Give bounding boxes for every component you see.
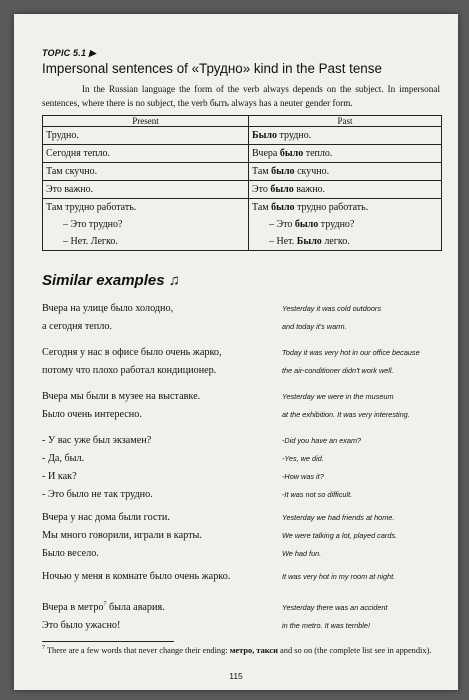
- example-russian: Вчера в метро$^7$ была авария. Это было ужасно!: [42, 601, 165, 631]
- present-cell: Это важно.: [43, 181, 249, 199]
- example-english: Yesterday we had friends at home. We were talking a lot, played cards. We had fun.: [282, 513, 398, 558]
- footnote: $^7$ There are a few words that never change their ending: метро, такси and so on (the complete list see in appendix).: [42, 645, 432, 655]
- table-row: [43, 181, 442, 199]
- table-row: [43, 145, 442, 163]
- past-cell: Там было трудно работать.: [249, 199, 442, 217]
- example-english: Today it was very hot in our office because the air-conditioner didn't work well.: [282, 348, 420, 375]
- example-english: Yesterday there was an accident in the metro. It was terrible!: [282, 603, 388, 630]
- present-cell: Трудно.: [43, 127, 249, 145]
- example-english: Yesterday we were in the museum at the exhibition. It was very interesting.: [282, 392, 410, 419]
- present-cell: – Это трудно?: [43, 216, 249, 233]
- textbook-page: [14, 14, 458, 690]
- past-cell: Это было важно.: [249, 181, 442, 199]
- present-cell: Там скучно.: [43, 163, 249, 181]
- footnote-divider: [42, 641, 174, 642]
- page-number: 115: [229, 671, 243, 681]
- table-row: [43, 216, 442, 233]
- similar-examples-title: Similar examples ♫: [42, 272, 180, 289]
- example-russian: Вчера на улице было холодно, а сегодня тепло.: [42, 303, 174, 332]
- example-russian: Вчера мы были в музее на выставке. Было очень интересно.: [42, 391, 201, 420]
- example-english: -Did you have an exam? -Yes, we did. -How was it? -It was not so difficult.: [282, 436, 362, 499]
- section-heading: Impersonal sentences of «Трудно» kind in the Past tense: [42, 61, 382, 76]
- topic-label: TOPIC 5.1 ▶: [42, 48, 96, 58]
- table-row: [43, 163, 442, 181]
- past-cell: – Нет. Было легко.: [249, 233, 442, 251]
- music-note-icon: ♫: [168, 272, 180, 289]
- past-cell: Там было скучно.: [249, 163, 442, 181]
- present-cell: Там трудно работать.: [43, 199, 249, 217]
- present-cell: Сегодня тепло.: [43, 145, 249, 163]
- example-english: Yesterday it was cold outdoors and today it's warm.: [282, 304, 381, 331]
- example-russian: Сегодня у нас в офисе было очень жарко, потому что плохо работал кондиционер.: [42, 347, 222, 376]
- past-cell: Было трудно.: [249, 127, 442, 145]
- table-row: [43, 199, 442, 217]
- column-header-present: Present: [43, 116, 249, 127]
- example-english: It was very hot in my room at night.: [282, 572, 396, 581]
- example-russian: Ночью у меня в комнате было очень жарко.: [42, 571, 231, 582]
- column-header-past: Past: [249, 116, 442, 127]
- intro-paragraph: In the Russian language the form of the verb always depends on the subject. In impersonal sentences, where there is no subject, the verb быть always has a neuter gender form.: [42, 84, 440, 108]
- past-cell: Вчера было тепло.: [249, 145, 442, 163]
- past-cell: – Это было трудно?: [249, 216, 442, 233]
- example-russian: - У вас уже был экзамен? - Да, был. - И как? - Это было не так трудно.: [42, 435, 153, 500]
- present-past-table: [42, 115, 442, 251]
- play-arrow-icon: ▶: [88, 48, 96, 58]
- table-row: [43, 127, 442, 145]
- present-cell: – Нет. Легко.: [43, 233, 249, 251]
- table-row: [43, 233, 442, 251]
- example-russian: Вчера у нас дома были гости. Мы много говорили, играли в карты. Было весело.: [42, 512, 202, 559]
